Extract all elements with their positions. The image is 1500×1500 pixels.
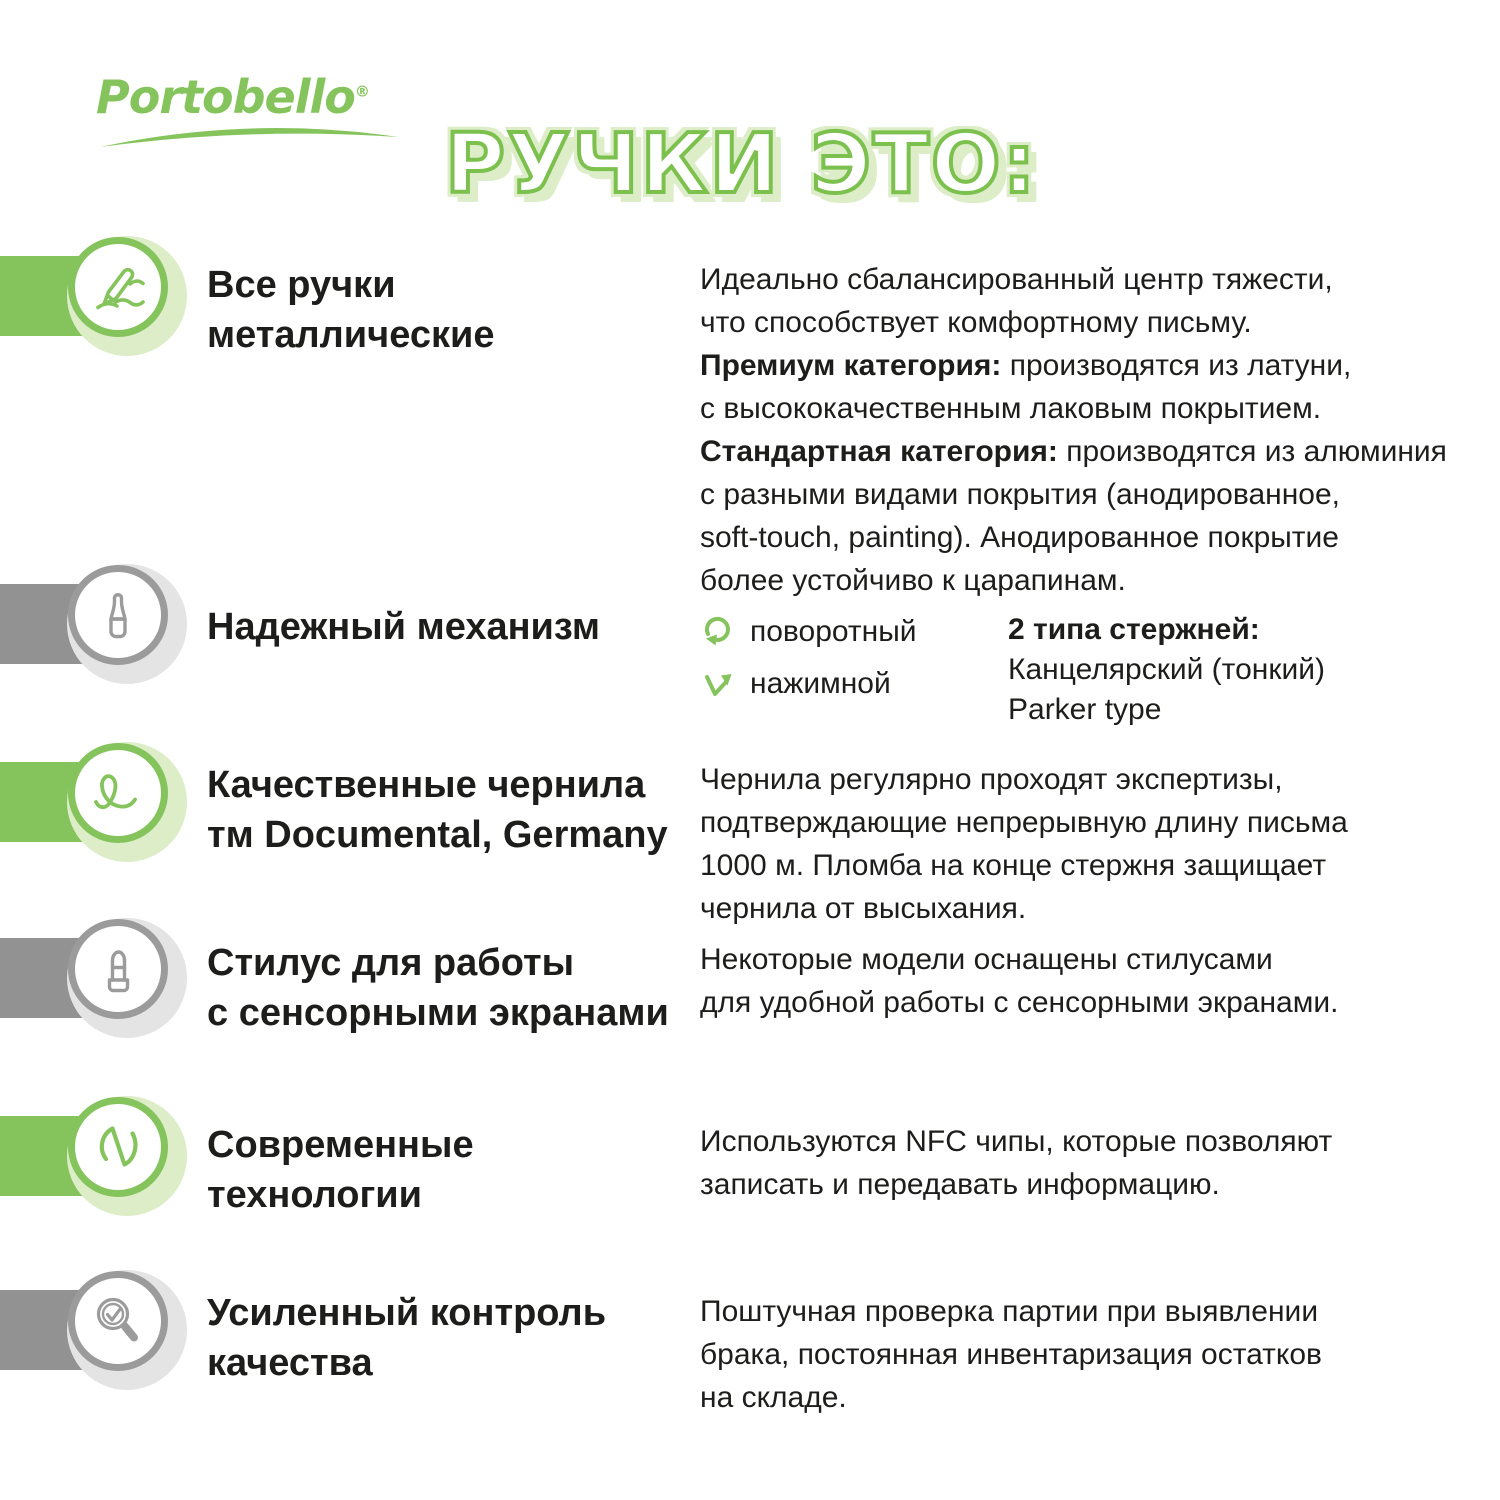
feature-icon-block [0, 918, 200, 1038]
refill-types [1008, 610, 1325, 730]
feature-title [207, 1120, 474, 1220]
feature-title-line: металлические [207, 314, 495, 356]
feature-title-line: Качественные чернила [207, 764, 646, 806]
magnifier-check-icon [87, 1290, 149, 1352]
feature-title [207, 1288, 606, 1388]
icon-circle [68, 743, 168, 843]
description-line: 1000 м. Пломба на конце стержня защищает [700, 849, 1327, 882]
ink-squiggle-icon [87, 762, 149, 824]
feature-description [700, 758, 1348, 930]
feature-title [207, 260, 494, 360]
feature-title-line: с сенсорными экранами [207, 992, 669, 1034]
description-line: Чернила регулярно проходят экспертизы, [700, 763, 1283, 796]
description-text: Идеально сбалансированный центр тяжести, [700, 263, 1333, 296]
feature-icon-block [0, 1270, 200, 1390]
description-line [700, 516, 1447, 559]
description-line: подтверждающие непрерывную длину письма [700, 806, 1348, 839]
feature-description [700, 1120, 1332, 1206]
feature-title-line: Все ручки [207, 264, 396, 306]
mechanism-label: поворотный [750, 615, 917, 648]
description-text: с высококачественным лаковым покрытием. [700, 392, 1322, 425]
nfc-icon [87, 1116, 149, 1178]
brand-logo [96, 70, 416, 150]
feature-title-line: Усиленный контроль [207, 1292, 607, 1334]
rotate-arrow-icon [700, 614, 736, 650]
refill-type-item: Parker type [1008, 693, 1162, 726]
description-line [700, 559, 1447, 602]
description-text: soft-touch, painting). Анодированное покрытие [700, 521, 1339, 554]
feature-description [700, 938, 1338, 1024]
mechanism-item [700, 606, 917, 658]
description-line: Используются NFC чипы, которые позволяют [700, 1125, 1333, 1158]
feature-icon-block [0, 564, 200, 684]
feature-title [207, 602, 600, 652]
feature-title-line: Надежный механизм [207, 606, 600, 648]
mechanism-label: нажимной [750, 667, 891, 700]
mechanism-item [700, 658, 917, 710]
feature-title [207, 938, 669, 1038]
refill-type-item: Канцелярский (тонкий) [1008, 653, 1325, 686]
description-bold-label: Стандартная категория: [700, 435, 1058, 468]
icon-circle [68, 1097, 168, 1197]
mechanism-list [700, 606, 917, 710]
pen-tip-icon [87, 584, 149, 646]
description-line [700, 473, 1447, 516]
description-text: что способствует комфортному письму. [700, 306, 1252, 339]
description-text: производятся из алюминия [1057, 435, 1447, 468]
description-line: брака, постоянная инвентаризация остатков [700, 1338, 1322, 1371]
brand-name: Portobello [96, 70, 355, 124]
description-line [700, 301, 1447, 344]
feature-title-line: Современные [207, 1124, 474, 1166]
description-bold-label: Премиум категория: [700, 349, 1002, 382]
description-line [700, 387, 1447, 430]
description-line: на складе. [700, 1381, 847, 1414]
feature-description [700, 258, 1447, 602]
description-line: чернила от высыхания. [700, 892, 1027, 925]
icon-circle [68, 237, 168, 337]
feature-icon-block [0, 742, 200, 862]
description-text: производятся из латуни, [1001, 349, 1352, 382]
description-line: Поштучная проверка партии при выявлении [700, 1295, 1319, 1328]
description-line [700, 430, 1447, 473]
feature-title-line: качества [207, 1342, 373, 1384]
description-line: Некоторые модели оснащены стилусами [700, 943, 1273, 976]
description-line: для удобной работы с сенсорными экранами. [700, 986, 1339, 1019]
press-arrow-icon [700, 666, 736, 702]
description-text: более устойчиво к царапинам. [700, 564, 1126, 597]
feature-icon-block [0, 236, 200, 356]
icon-circle [68, 1271, 168, 1371]
brand-swoosh [96, 124, 402, 150]
registered-mark: ® [354, 82, 369, 101]
page-title: РУЧКИ ЭТО: [445, 116, 1038, 212]
feature-title [207, 760, 668, 860]
icon-circle [68, 565, 168, 665]
brand-logo-text [96, 70, 416, 124]
feature-icon-block [0, 1096, 200, 1216]
pen-writing-icon [87, 256, 149, 318]
stylus-icon [87, 938, 149, 1000]
feature-title-line: тм Documental, Germany [207, 814, 668, 856]
description-text: с разными видами покрытия (анодированное, [700, 478, 1340, 511]
feature-title-line: технологии [207, 1174, 422, 1216]
icon-circle [68, 919, 168, 1019]
description-line: записать и передавать информацию. [700, 1168, 1220, 1201]
description-line [700, 344, 1447, 387]
refill-types-heading: 2 типа стержней: [1008, 613, 1260, 646]
feature-description [700, 1290, 1322, 1419]
description-line [700, 258, 1447, 301]
feature-title-line: Стилус для работы [207, 942, 575, 984]
